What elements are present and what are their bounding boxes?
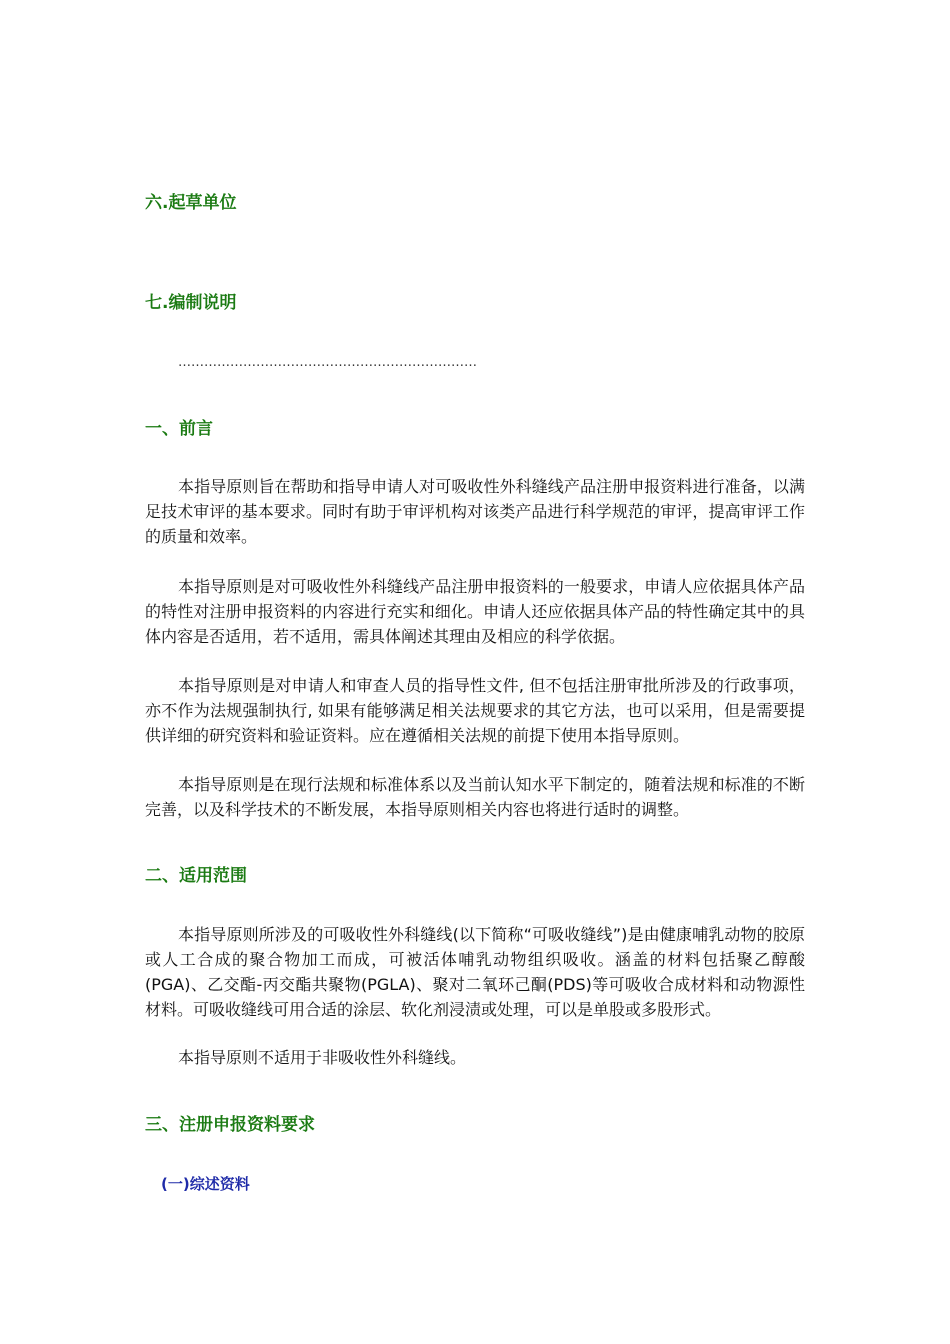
scope-paragraph-1: 本指导原则所涉及的可吸收性外科缝线(以下简称“可吸收缝线”)是由健康哺乳动物的胶原或人工合成的聚合物加工而成，可被活体哺乳动物组织吸收。涵盖的材料包括聚乙醇酸(PGA)、乙交酯-丙交酯共聚物(PGLA)、聚对二氧环己酮(PDS)等可吸收合成材料和动物源性材料。可吸收缝线可用合适的涂层、软化剂浸渍或处理，可以是单股或多股形式。: [145, 925, 805, 1019]
preface-paragraph-2: 本指导原则是对可吸收性外科缝线产品注册申报资料的一般要求，申请人应依据具体产品的特性对注册申报资料的内容进行充实和细化。申请人还应依据具体产品的特性确定其中的具体内容是否适用，若不适用，需具体阐述其理由及相应的科学依据。: [145, 577, 805, 646]
preface-paragraph-1: 本指导原则旨在帮助和指导申请人对可吸收性外科缝线产品注册申报资料进行准备，以满足技术审评的基本要求。同时有助于审评机构对该类产品进行科学规范的审评，提高审评工作的质量和效率。: [145, 477, 805, 546]
subheading-summary: (一)综述资料: [161, 1175, 250, 1193]
heading-requirements: 三、注册申报资料要求: [145, 1115, 315, 1135]
preface-paragraph-3: 本指导原则是对申请人和审查人员的指导性文件, 但不包括注册审批所涉及的行政事项，亦不作为法规强制执行, 如果有能够满足相关法规要求的其它方法，也可以采用，但是需要提供详细的研究资料和验证资料。应在遵循相关法规的前提下使用本指导原则。: [145, 676, 805, 745]
placeholder-dots: ……………………………………………………………: [178, 355, 477, 370]
preface-paragraph-4: 本指导原则是在现行法规和标准体系以及当前认知水平下制定的，随着法规和标准的不断完善，以及科学技术的不断发展，本指导原则相关内容也将进行适时的调整。: [145, 775, 805, 819]
heading-compilation-notes: 七.编制说明: [145, 293, 237, 313]
heading-scope: 二、适用范围: [145, 866, 247, 886]
heading-drafting-unit: 六.起草单位: [145, 193, 237, 213]
heading-preface: 一、前言: [145, 419, 213, 439]
scope-paragraph-2: 本指导原则不适用于非吸收性外科缝线。: [178, 1048, 467, 1067]
